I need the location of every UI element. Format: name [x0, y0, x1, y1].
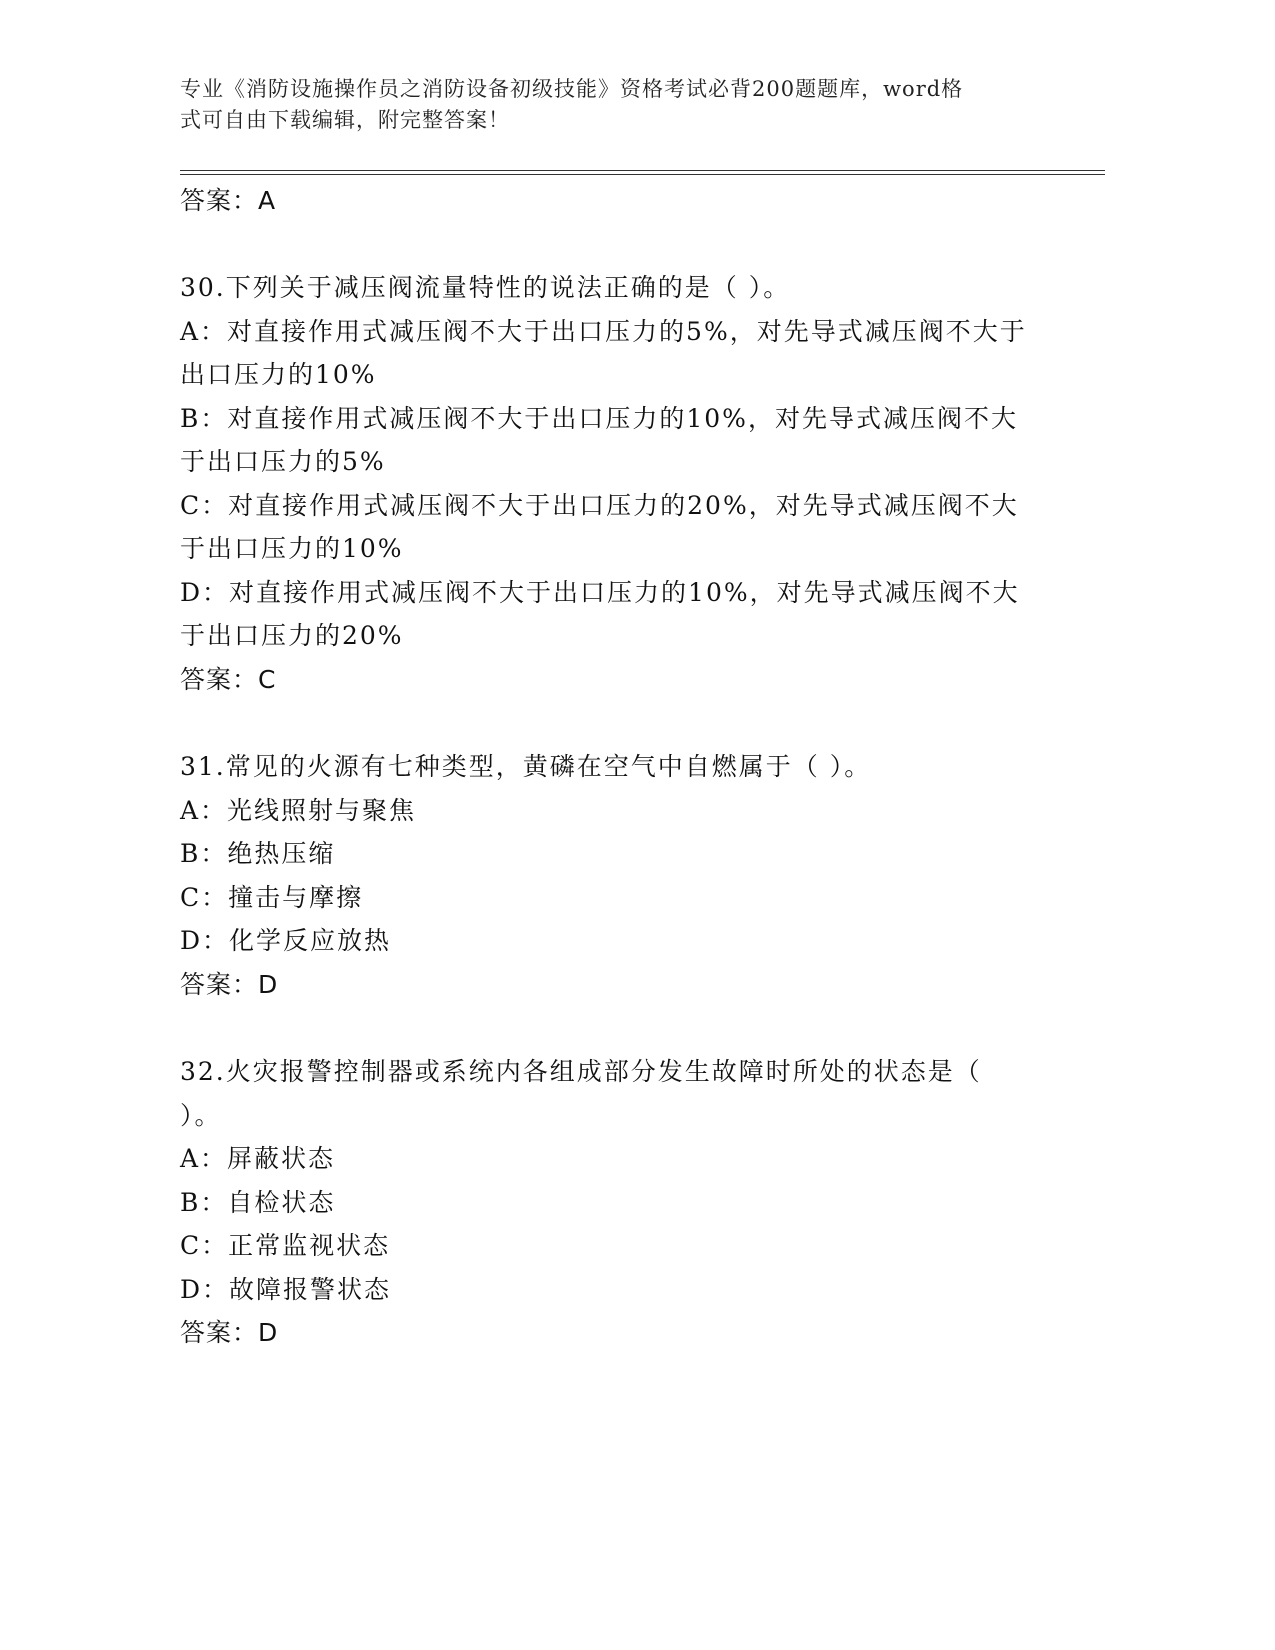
- answer: 答案：D: [180, 1318, 279, 1347]
- option-b: B：自检状态: [180, 1188, 336, 1217]
- question-stem: 30.下列关于减压阀流量特性的说法正确的是（ ）。: [180, 273, 791, 302]
- option-a: A：对直接作用式减压阀不大于出口压力的5%，对先导式减压阀不大于: [180, 317, 1027, 346]
- header-line-1: 专业《消防设施操作员之消防设备初级技能》资格考试必背200题题库，word格: [180, 77, 964, 101]
- answer: 答案：C: [180, 665, 277, 694]
- option-d: D：故障报警状态: [180, 1275, 392, 1304]
- question-stem: 31.常见的火源有七种类型，黄磷在空气中自燃属于（ ）。: [180, 752, 872, 781]
- option-a-cont: 出口压力的10%: [180, 360, 377, 389]
- option-a: A：屏蔽状态: [180, 1144, 336, 1173]
- previous-answer: 答案：A: [180, 186, 277, 215]
- option-c: C：对直接作用式减压阀不大于出口压力的20%，对先导式减压阀不大: [180, 491, 1019, 520]
- header-line-2: 式可自由下载编辑，附完整答案！: [180, 108, 510, 132]
- option-a: A：光线照射与聚焦: [180, 796, 417, 825]
- question-stem: 32.火灾报警控制器或系统内各组成部分发生故障时所处的状态是（: [180, 1057, 982, 1086]
- option-d: D：对直接作用式减压阀不大于出口压力的10%，对先导式减压阀不大: [180, 578, 1020, 607]
- option-d: D：化学反应放热: [180, 926, 392, 955]
- option-d-cont: 于出口压力的20%: [180, 621, 404, 650]
- answer: 答案：D: [180, 970, 279, 999]
- question-stem-cont: ）。: [180, 1101, 222, 1130]
- header-divider-bottom: [180, 174, 1105, 175]
- header-divider-top: [180, 170, 1105, 171]
- option-c: C：正常监视状态: [180, 1231, 391, 1260]
- page-header: [180, 74, 1040, 136]
- option-b-cont: 于出口压力的5%: [180, 447, 386, 476]
- option-c: C：撞击与摩擦: [180, 883, 364, 912]
- option-b: B：绝热压缩: [180, 839, 336, 868]
- option-b: B：对直接作用式减压阀不大于出口压力的10%，对先导式减压阀不大: [180, 404, 1018, 433]
- option-c-cont: 于出口压力的10%: [180, 534, 404, 563]
